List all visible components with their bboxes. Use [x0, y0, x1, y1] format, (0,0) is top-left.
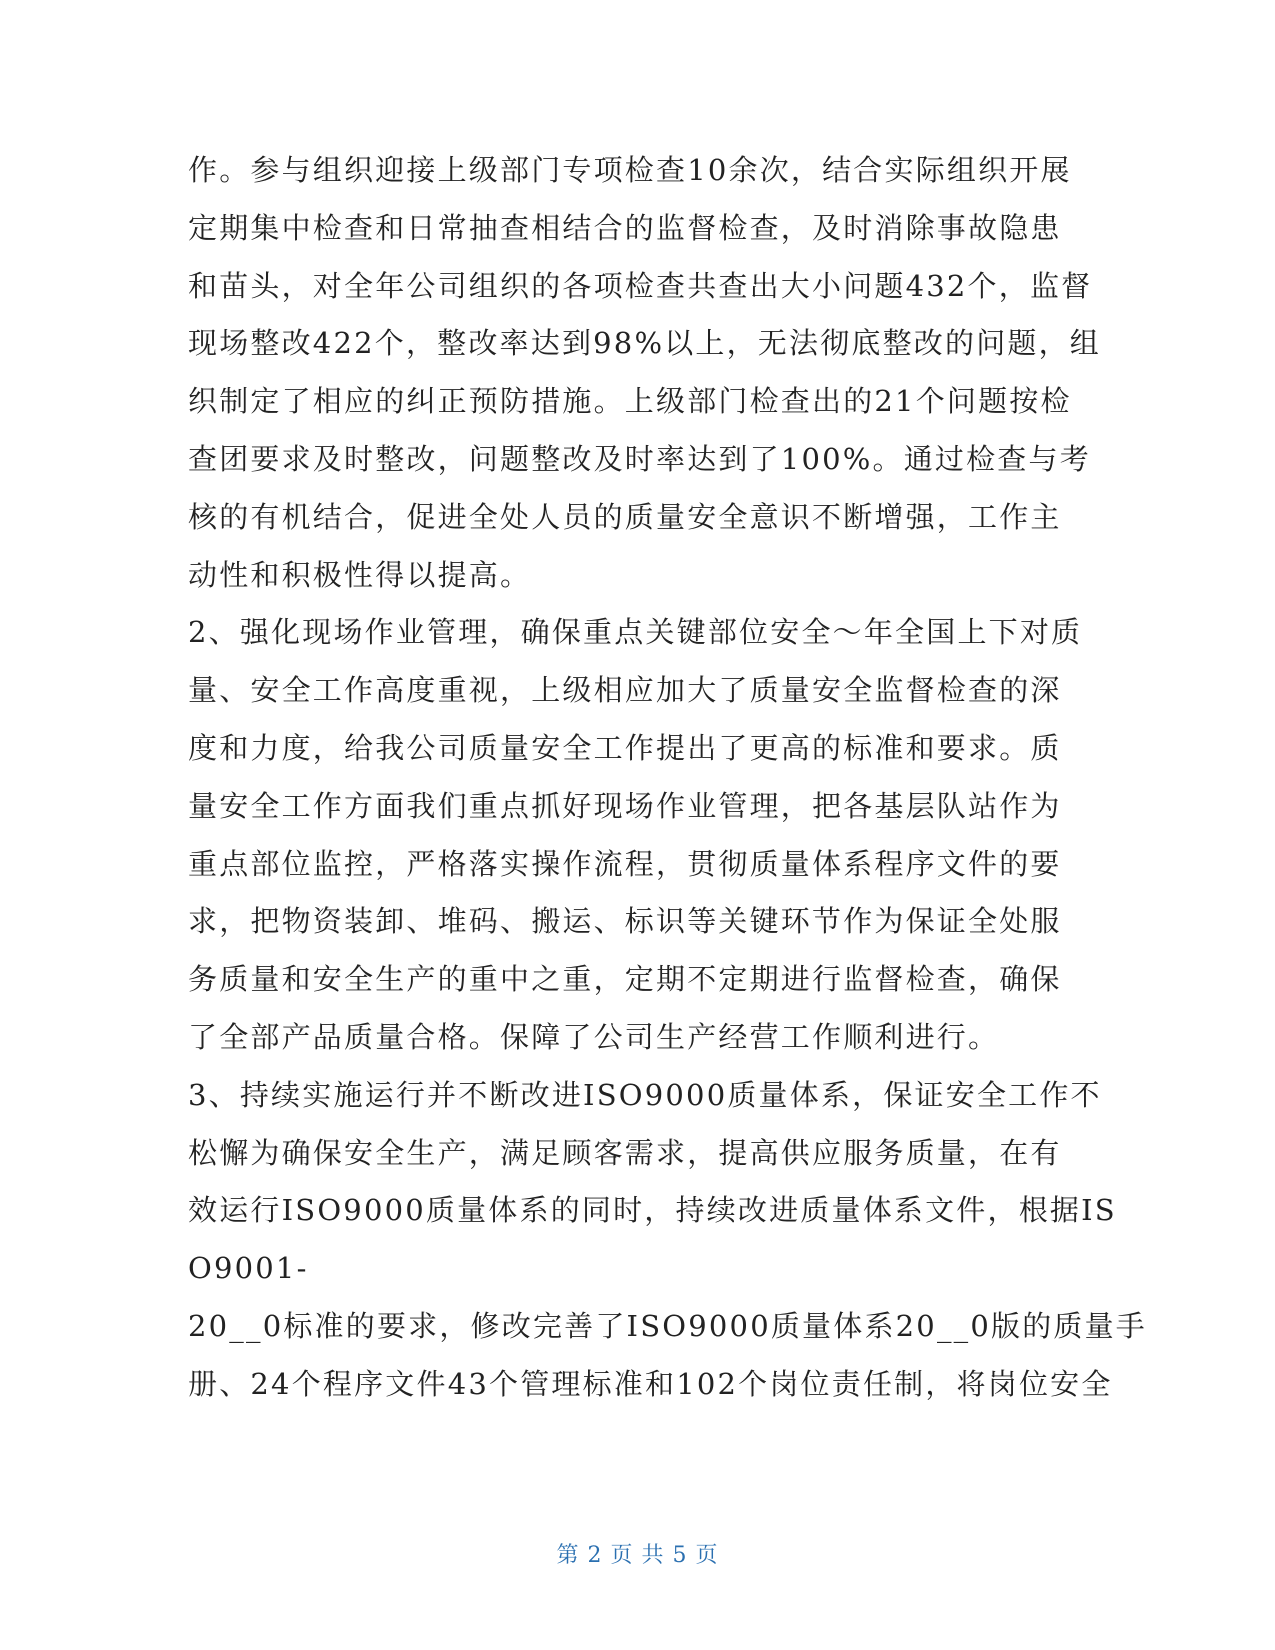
text-line: 求，把物资装卸、堆码、搬运、标识等关键环节作为保证全处服 [188, 904, 1062, 939]
body-text [188, 142, 1148, 1414]
text-line: 3、持续实施运行并不断改进ISO9000质量体系，保证安全工作不 [188, 1077, 1102, 1112]
text-line: 量、安全工作高度重视，上级相应加大了质量安全监督检查的深 [188, 673, 1062, 708]
text-line: 松懈为确保安全生产，满足顾客需求，提高供应服务质量，在有 [188, 1135, 1062, 1170]
text-line: 核的有机结合，促进全处人员的质量安全意识不断增强，工作主 [188, 499, 1062, 534]
page-number-footer [0, 1538, 1275, 1569]
text-line: 织制定了相应的纠正预防措施。上级部门检查出的21个问题按检 [188, 384, 1072, 419]
text-line: O9001- [188, 1251, 309, 1286]
text-line: 动性和积极性得以提高。 [188, 557, 532, 592]
page-number-label: 第 2 页 共 5 页 [556, 1543, 719, 1568]
text-line: 现场整改422个，整改率达到98%以上，无法彻底整改的问题，组 [188, 326, 1102, 361]
text-line: 重点部位监控，严格落实操作流程，贯彻质量体系程序文件的要 [188, 846, 1062, 881]
text-line: 查团要求及时整改，问题整改及时率达到了100%。通过检查与考 [188, 441, 1091, 476]
text-line: 和苗头，对全年公司组织的各项检查共查出大小问题432个，监督 [188, 268, 1093, 303]
text-line: 了全部产品质量合格。保障了公司生产经营工作顺利进行。 [188, 1019, 1000, 1054]
text-line: 作。参与组织迎接上级部门专项检查10余次，结合实际组织开展 [188, 153, 1072, 187]
text-line: 20__0标准的要求，修改完善了ISO9000质量体系20__0版的质量手 [188, 1308, 1148, 1343]
text-line: 册、24个程序文件43个管理标准和102个岗位责任制，将岗位安全 [188, 1366, 1113, 1401]
text-line: 度和力度，给我公司质量安全工作提出了更高的标准和要求。质 [188, 730, 1062, 765]
text-line: 定期集中检查和日常抽查相结合的监督检查，及时消除事故隐患 [188, 210, 1062, 245]
text-line: 效运行ISO9000质量体系的同时，持续改进质量体系文件，根据IS [188, 1193, 1117, 1228]
text-line: 量安全工作方面我们重点抓好现场作业管理，把各基层队站作为 [188, 788, 1062, 823]
text-line: 务质量和安全生产的重中之重，定期不定期进行监督检查，确保 [188, 962, 1062, 997]
text-line: 2、强化现场作业管理，确保重点关键部位安全～年全国上下对质 [188, 615, 1083, 650]
